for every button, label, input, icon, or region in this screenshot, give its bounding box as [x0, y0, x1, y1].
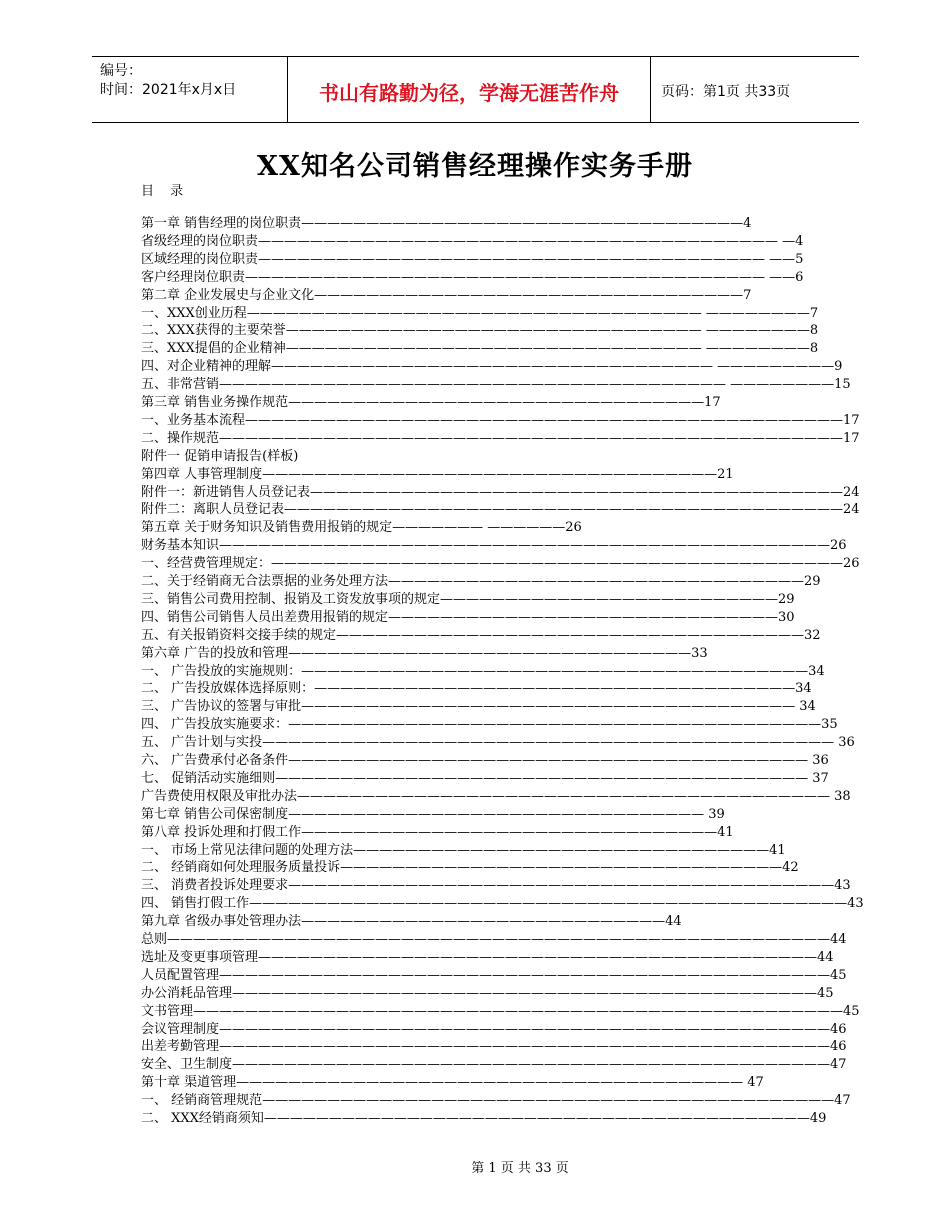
- toc-entry: 三、 消费者投诉处理要求——————————————————————————————————————————43: [141, 878, 851, 894]
- toc-entry: 附件一：新进销售人员登记表—————————————————————————————————————————24: [141, 484, 860, 500]
- toc-entry: 附件一 促销申请报告(样板): [141, 448, 299, 464]
- toc-entry: 第三章 销售业务操作规范————————————————————————————————17: [141, 395, 721, 410]
- toc-entry: 省级经理的岗位职责———————————————————————————————————————— —4: [141, 233, 804, 249]
- toc-entry: 四、 销售打假工作——————————————————————————————————————————————43: [141, 896, 864, 912]
- toc-entry: 二、关于经销商无合法票据的业务处理方法————————————————————————————————29: [141, 574, 821, 589]
- header-top-rule: [92, 56, 859, 57]
- toc-entry: 一、XXX创业历程——————————————————————————————————— ————————7: [141, 305, 819, 321]
- document-title: XX知名公司销售经理操作实务手册: [257, 151, 693, 182]
- toc-entry: 一、 市场上常见法律问题的处理方法————————————————————————————————41: [141, 842, 786, 858]
- toc-entry: 第十章 渠道管理——————————————————————————————————————— 47: [141, 1075, 764, 1091]
- toc-entry: 一、业务基本流程——————————————————————————————————————————————17: [141, 412, 860, 428]
- toc-entry: 第七章 销售公司保密制度———————————————————————————————— 39: [141, 806, 725, 822]
- toc-entry: 第八章 投诉处理和打假工作————————————————————————————————41: [141, 824, 734, 840]
- toc-entry: 财务基本知识———————————————————————————————————————————————26: [141, 538, 847, 554]
- toc-entry: 六、 广告费承付必备条件———————————————————————————————————————— 36: [141, 753, 829, 768]
- toc-entry: 广告费使用权限及审批办法————————————————————————————————————————— 38: [141, 788, 851, 804]
- toc-entry: 办公消耗品管理—————————————————————————————————————————————45: [141, 985, 834, 1001]
- toc-entry: 五、非常营销——————————————————————————————————————— ————————15: [141, 377, 851, 393]
- toc-entry: 二、XXX获得的主要荣誉———————————————————————————————— ————————8: [141, 323, 819, 339]
- toc-entry: 第九章 省级办事处管理办法————————————————————————————44: [141, 914, 682, 930]
- toc-entry: 二、操作规范————————————————————————————————————————————————17: [141, 430, 860, 446]
- toc-entry: 安全、卫生制度——————————————————————————————————————————————47: [141, 1057, 847, 1073]
- toc-entry: 二、 广告投放媒体选择原则：—————————————————————————————————————34: [141, 681, 812, 697]
- toc-entry: 附件二：离职人员登记表———————————————————————————————————————————24: [141, 502, 860, 518]
- toc-entry: 一、 经销商管理规范————————————————————————————————————————————47: [141, 1093, 851, 1109]
- header-motto: 书山有路勤为径，学海无涯苦作舟: [319, 81, 619, 105]
- toc-entry: 会议管理制度———————————————————————————————————————————————46: [141, 1021, 847, 1037]
- toc-entry: 三、销售公司费用控制、报销及工资发放事项的规定——————————————————————————29: [141, 591, 795, 607]
- toc-entry: 第一章 销售经理的岗位职责——————————————————————————————————4: [141, 216, 752, 231]
- toc-entry: 第二章 企业发展史与企业文化—————————————————————————————————7: [141, 287, 752, 303]
- header-divider-right: [650, 56, 651, 122]
- toc-entry: 选址及变更事项管理———————————————————————————————————————————44: [141, 949, 834, 965]
- toc-entry: 第五章 关于财务知识及销售费用报销的规定——————— ——————26: [141, 520, 582, 536]
- toc-entry: 七、 促销活动实施细则————————————————————————————————————————— 37: [141, 770, 829, 786]
- toc-entry: 第四章 人事管理制度———————————————————————————————————21: [141, 466, 734, 482]
- toc-entry: 四、对企业精神的理解—————————————————————————————————— —————————9: [141, 359, 843, 375]
- toc-entry: 第六章 广告的投放和管理———————————————————————————————33: [141, 645, 708, 661]
- toc-entry: 区域经理的岗位职责——————————————————————————————————————— ——5: [141, 251, 804, 267]
- toc-entry: 一、经营费管理规定：————————————————————————————————————————————26: [141, 556, 860, 572]
- toc-entry: 文书管理——————————————————————————————————————————————————45: [141, 1003, 860, 1019]
- page-footer: 第 1 页 共 33 页: [471, 1161, 569, 1176]
- header-page-info: 页码：第1页 共33页: [661, 84, 791, 100]
- document-time-label: 时间：2021年x月x日: [100, 82, 237, 98]
- toc-entry: 五、有关报销资料交接手续的规定————————————————————————————————————32: [141, 627, 821, 643]
- toc-entry: 人员配置管理———————————————————————————————————————————————45: [141, 967, 847, 983]
- toc-entry: 五、 广告计划与实投———————————————————————————————————————————— 36: [141, 735, 855, 751]
- toc-entry: 一、 广告投放的实施规则：———————————————————————————————————————34: [141, 663, 825, 679]
- toc-entry: 出差考勤管理———————————————————————————————————————————————46: [141, 1039, 847, 1055]
- toc-entry: 三、 广告协议的签署与审批—————————————————————————————————————— 34: [141, 699, 816, 715]
- toc-entry: 三、XXX提倡的企业精神———————————————————————————————— ————————8: [141, 341, 819, 357]
- toc-entry: 总则———————————————————————————————————————————————————44: [141, 932, 847, 947]
- toc-entry: 四、销售公司销售人员出差费用报销的规定——————————————————————————————30: [141, 609, 795, 625]
- toc-entry: 四、 广告投放实施要求：—————————————————————————————————————————35: [141, 717, 838, 733]
- document-number-label: 编号：: [100, 63, 142, 79]
- toc-entry: 二、 XXX经销商须知——————————————————————————————————————————49: [141, 1111, 827, 1126]
- toc-entry: 客户经理岗位职责———————————————————————————————————————— ——6: [141, 269, 804, 285]
- header-bottom-rule: [92, 122, 859, 123]
- toc-entry: 二、 经销商如何处理服务质量投诉——————————————————————————————————42: [141, 860, 799, 876]
- toc-heading: 目 录: [141, 184, 190, 199]
